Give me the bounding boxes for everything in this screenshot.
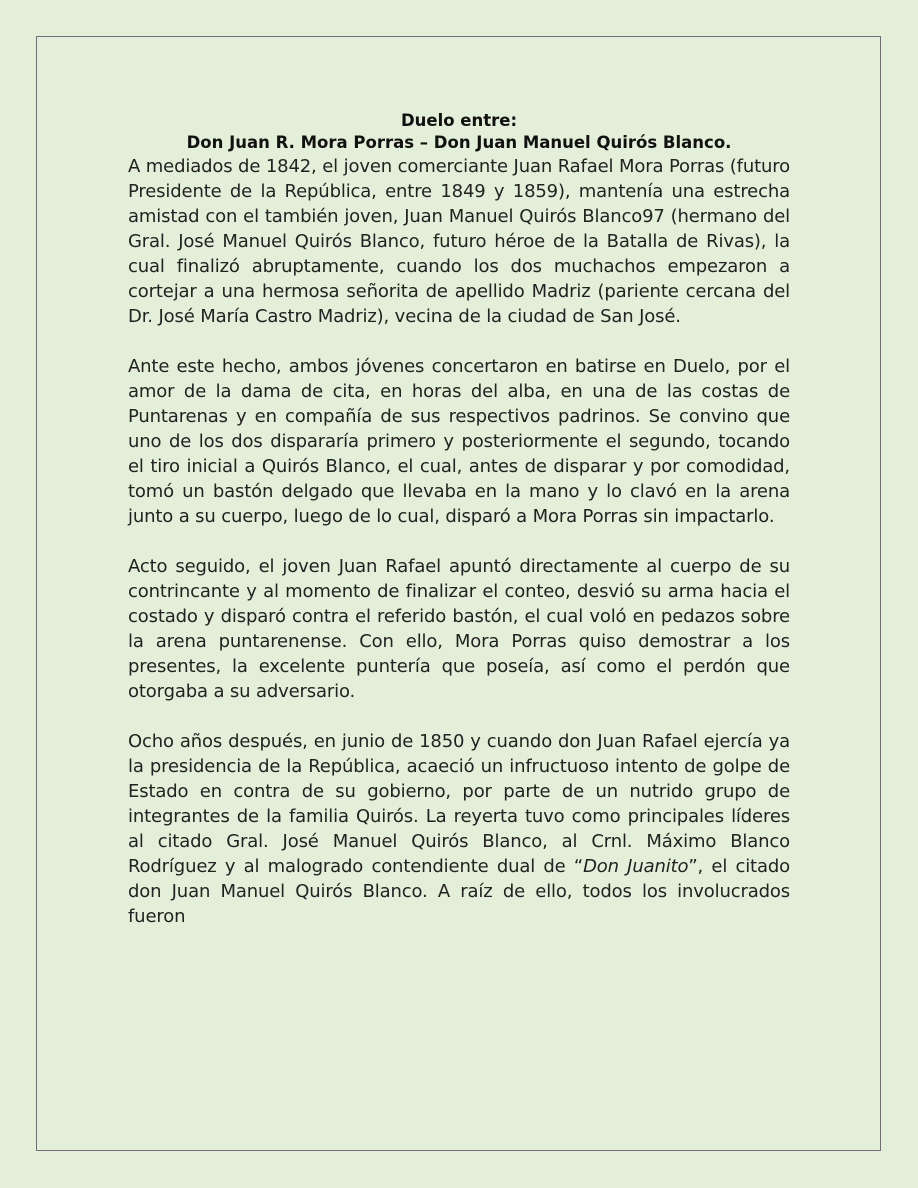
paragraph-4 (128, 729, 790, 929)
paragraph-4-italic-nickname: Don Juanito (583, 856, 689, 877)
body-text (128, 154, 790, 929)
paragraph-3: Acto seguido, el joven Juan Rafael apuntó directamente al cuerpo de su contrincante y al momento de finalizar el conteo, desvió su arma hacia el costado y disparó contra el referido bastón, el cual voló en pedazos sobre la arena puntarenense. Con ello, Mora Porras quiso demostrar a los presentes, la excelente puntería que poseía, así como el perdón que otorgaba a su adversario. (128, 556, 790, 702)
paragraph-4-text-start: Ocho años después, en junio de 1850 y cuando don Juan Rafael ejercía ya la presidencia de la República, acaeció un infructuoso intento de golpe de Estado en contra de su gobierno, por parte de un nutrido grupo de integrantes de la familia Quirós. La reyerta tuvo como principales líderes al citado Gral. José Manuel Quirós Blanco, al Crnl. Máximo Blanco Rodríguez y al malogrado contendiente dual de “ (128, 731, 790, 877)
paragraph-2: Ante este hecho, ambos jóvenes concertaron en batirse en Duelo, por el amor de la dama de cita, en horas del alba, en una de las costas de Puntarenas y en compañía de sus respectivos padrinos. Se convino que uno de los dos dispararía primero y posteriormente el segundo, tocando el tiro inicial a Quirós Blanco, el cual, antes de disparar y por comodidad, tomó un bastón delgado que llevaba en la mano y lo clavó en la arena junto a su cuerpo, luego de lo cual, disparó a Mora Porras sin impactarlo. (128, 356, 790, 527)
paragraph-spacer (128, 704, 790, 729)
document-body (128, 110, 790, 929)
paragraph-spacer (128, 329, 790, 354)
paragraph-1: A mediados de 1842, el joven comerciante Juan Rafael Mora Porras (futuro Presidente de la República, entre 1849 y 1859), mantenía una estrecha amistad con el también joven, Juan Manuel Quirós Blanco97 (hermano del Gral. José Manuel Quirós Blanco, futuro héroe de la Batalla de Rivas), la cual finalizó abruptamente, cuando los dos muchachos empezaron a cortejar a una hermosa señorita de apellido Madriz (pariente cercana del Dr. José María Castro Madriz), vecina de la ciudad de San José. (128, 156, 790, 327)
title-line-1: Duelo entre: (400, 111, 518, 130)
paragraph-4-text-end: ”, el citado don Juan Manuel Quirós Blanco. A raíz de ello, todos los involucrados fueron (128, 856, 790, 927)
paragraph-spacer (128, 529, 790, 554)
title-line-2: Don Juan R. Mora Porras – Don Juan Manuel Quirós Blanco. (186, 133, 732, 152)
